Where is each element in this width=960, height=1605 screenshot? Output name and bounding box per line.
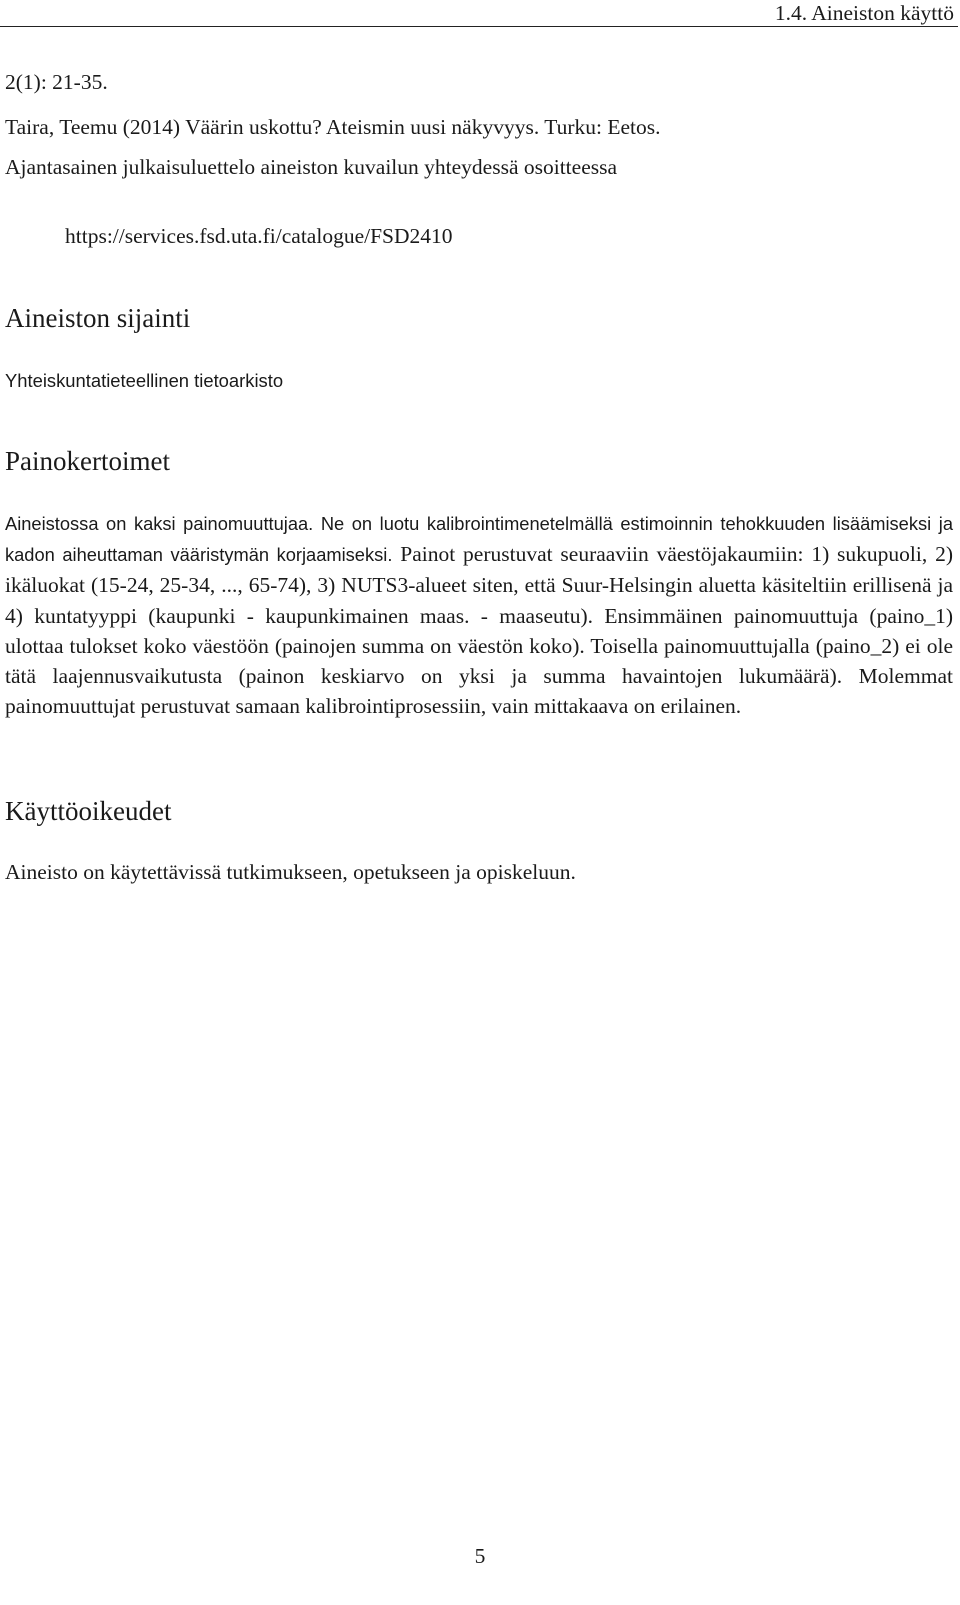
location-heading: Aineiston sijainti bbox=[5, 303, 191, 333]
running-header-title: 1.4. Aineiston käyttö bbox=[774, 1, 954, 25]
rights-heading: Käyttöoikeudet bbox=[5, 796, 172, 826]
weights-heading: Painokertoimet bbox=[5, 446, 170, 476]
page-number: 5 bbox=[474, 1544, 486, 1568]
reference-tail: 2(1): 21-35. bbox=[5, 70, 108, 94]
catalogue-note: Ajantasainen julkaisuluettelo aineiston kuvailun yhteydessä osoitteessa bbox=[5, 155, 618, 179]
location-text: Yhteiskuntatieteellinen tietoarkisto bbox=[5, 370, 284, 391]
weights-paragraph-lead: Aineistossa on kaksi painomuuttujaa. Ne on luotu kalibrointimenetelmällä estimoinnin tehokkuuden lisäämiseksi ja kadon aiheuttaman vääristymän korjaamiseksi. bbox=[5, 513, 953, 566]
catalogue-url: https://services.fsd.uta.fi/catalogue/FSD2410 bbox=[65, 224, 453, 248]
running-header bbox=[0, 0, 958, 27]
rights-text: Aineisto on käytettävissä tutkimukseen, opetukseen ja opiskeluun. bbox=[5, 860, 576, 884]
weights-paragraph-rest: Painot perustuvat seuraaviin väestöjakaumiin: 1) sukupuoli, 2) ikäluokat (15-24, 25-34, ..., 65-74), 3) NUTS3-alueet siten, että Suur-Helsingin aluetta käsiteltiin erillisenä ja 4) kuntatyyppi (kaupunki - kaupunkimainen maas. - maaseutu). Ensimmäinen painomuuttuja (paino_1) ulottaa tulokset koko väestöön (painojen summa on väestön koko). Toisella painomuuttujalla (paino_2) ei ole tätä laajennusvaikutusta (painon keskiarvo on yksi ja summa havaintojen lukumäärä). Molemmat painomuuttujat perustuvat samaan kalibrointiprosessiin, vain mittakaava on erilainen. bbox=[5, 542, 953, 719]
reference-entry: Taira, Teemu (2014) Väärin uskottu? Ateismin uusi näkyvyys. Turku: Eetos. bbox=[5, 115, 661, 139]
weights-paragraph bbox=[5, 508, 953, 721]
